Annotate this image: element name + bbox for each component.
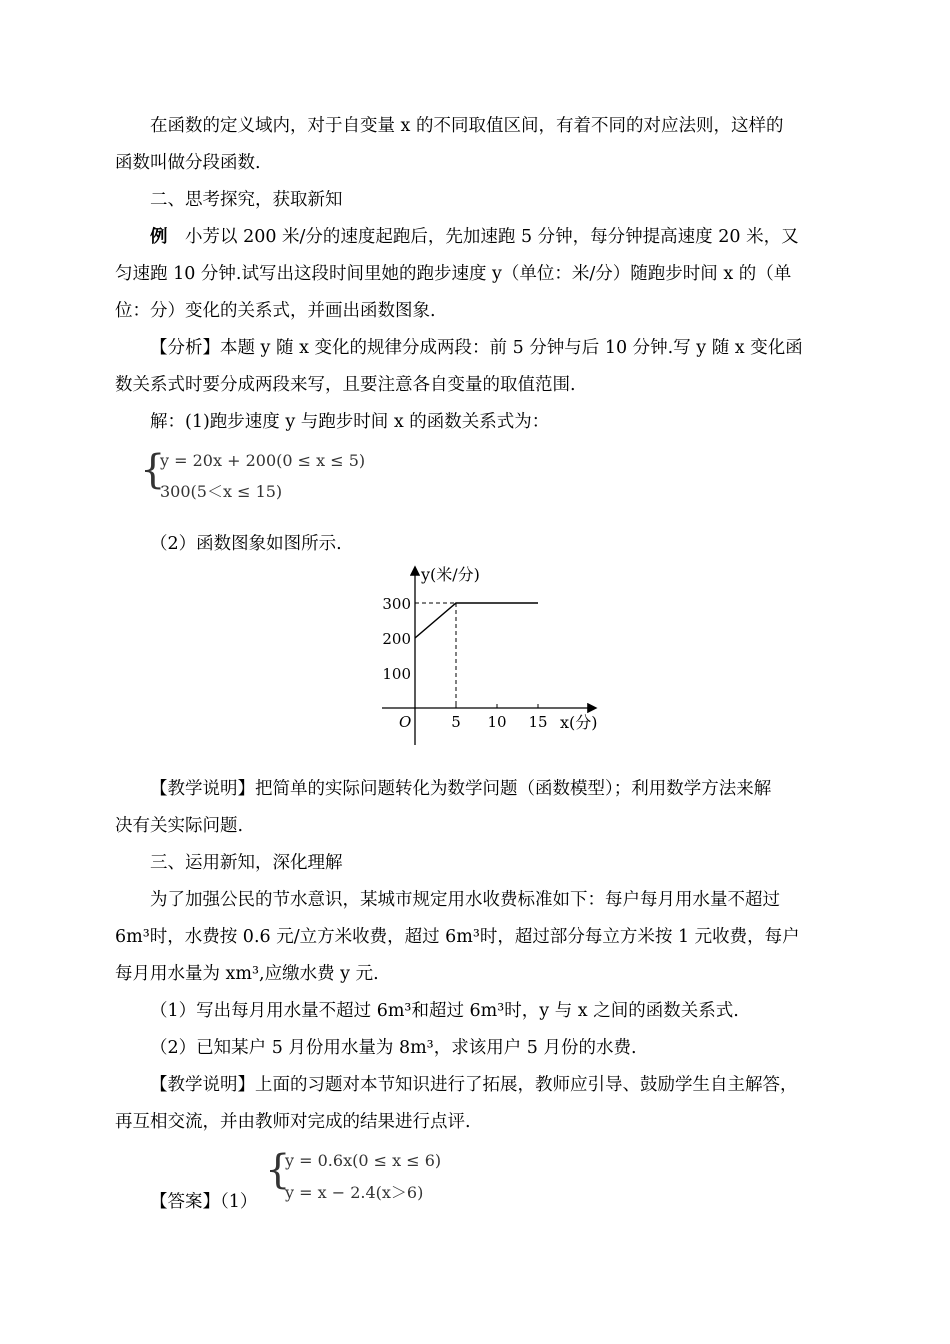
example-label: 例 (150, 227, 168, 247)
formula-2-brace: { (265, 1147, 291, 1193)
graph-caption: （2）函数图象如图所示. (150, 534, 342, 554)
teaching-note-2-line-1: 【教学说明】上面的习题对本节知识进行了拓展，教师应引导、鼓励学生自主解答， (150, 1075, 798, 1095)
section-2-heading: 二、思考探究，获取新知 (150, 190, 343, 210)
y-tick-label-200: 200 (382, 630, 411, 648)
example-line-3: 位：分）变化的关系式，并画出函数图象. (115, 301, 436, 321)
formula-1-piece-a: y = 20x + 200(0 ≤ x ≤ 5) (160, 451, 366, 470)
section-3-heading: 三、运用新知，深化理解 (150, 853, 343, 873)
y-tick-label-100: 100 (382, 665, 411, 683)
example-text-1: 小芳以 200 米/分的速度起跑后，先加速跑 5 分钟，每分钟提高速度 20 米，又 (185, 227, 799, 247)
definition-line-2: 函数叫做分段函数. (115, 153, 261, 173)
x-tick-label-15: 15 (528, 713, 548, 731)
teaching-note-1-line-2: 决有关实际问题. (115, 816, 244, 836)
water-problem-line-3: 每月用水量为 xm³,应缴水费 y 元. (115, 964, 379, 984)
x-tick-label-5: 5 (451, 713, 461, 731)
series-line-speed (415, 603, 538, 638)
water-problem-line-1: 为了加强公民的节水意识，某城市规定用水收费标准如下：每户每月用水量不超过 (150, 890, 780, 910)
answer-label: 【答案】（1） (150, 1192, 258, 1212)
example-line-2: 匀速跑 10 分钟.试写出这段时间里她的跑步速度 y（单位：米/分）随跑步时间 x 的（单 (115, 264, 792, 284)
y-axis-label: y(米/分) (421, 565, 480, 584)
x-axis-label: x(分) (560, 713, 598, 732)
formula-1-brace: { (140, 447, 166, 493)
formula-2-piece-a: y = 0.6x(0 ≤ x ≤ 6) (285, 1151, 442, 1170)
origin-label: O (399, 713, 412, 731)
analysis-line-2: 数关系式时要分成两段来写，且要注意各自变量的取值范围. (115, 375, 576, 395)
analysis-line-1: 【分析】本题 y 随 x 变化的规律分成两段：前 5 分钟与后 10 分钟.写 y 随 x 变化函 (150, 338, 803, 358)
teaching-note-1-line-1: 【教学说明】把简单的实际问题转化为数学问题（函数模型）；利用数学方法来解 (150, 779, 772, 799)
question-2: （2）已知某户 5 月份用水量为 8m³，求该用户 5 月份的水费. (150, 1038, 637, 1058)
y-tick-label-300: 300 (382, 595, 411, 613)
water-problem-line-2: 6m³时，水费按 0.6 元/立方米收费，超过 6m³时，超过部分每立方米按 1 元收费，每户 (115, 927, 800, 947)
question-1: （1）写出每月用水量不超过 6m³和超过 6m³时，y 与 x 之间的函数关系式. (150, 1001, 739, 1021)
teaching-note-2-line-2: 再互相交流，并由教师对完成的结果进行点评. (115, 1112, 471, 1132)
formula-2-piece-b: y = x − 2.4(x＞6) (285, 1183, 424, 1202)
definition-line-1: 在函数的定义域内，对于自变量 x 的不同取值区间，有着不同的对应法则，这样的 (150, 116, 784, 136)
solution-line: 解：(1)跑步速度 y 与跑步时间 x 的函数关系式为： (150, 412, 550, 432)
formula-1-piece-b: 300(5＜x ≤ 15) (160, 482, 283, 501)
speed-time-chart (370, 560, 615, 750)
example-line-1 (115, 218, 840, 256)
x-tick-label-10: 10 (487, 713, 507, 731)
